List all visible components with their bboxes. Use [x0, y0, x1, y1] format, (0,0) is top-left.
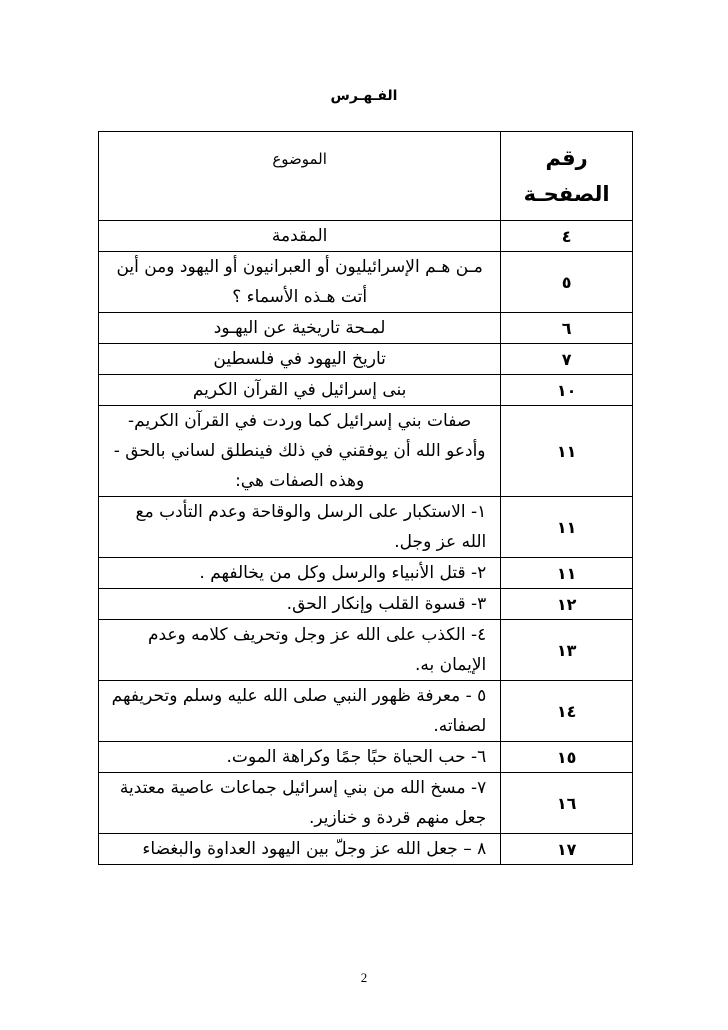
- page-number-cell: ١٧: [501, 834, 633, 865]
- page-number-cell: ٦: [501, 313, 633, 344]
- table-row: [99, 406, 633, 497]
- table-row: [99, 558, 633, 589]
- table-row: [99, 589, 633, 620]
- subject-cell: ٣- قسوة القلب وإنكار الحق.: [99, 589, 501, 620]
- table-row: [99, 742, 633, 773]
- subject-cell: لمـحة تاريخية عن اليهـود: [99, 313, 501, 344]
- subject-cell: ٥ - معرفة ظهور النبي صلى الله عليه وسلم وتحريفهم لصفاته.: [99, 681, 501, 742]
- page-number: 2: [360, 970, 368, 985]
- subject-cell: ٢- قتل الأنبياء والرسل وكل من يخالفهم .: [99, 558, 501, 589]
- table-row: [99, 620, 633, 681]
- subject-cell: ١- الاستكبار على الرسل والوقاحة وعدم التأدب مع الله عز وجل.: [99, 497, 501, 558]
- subject-cell: بنى إسرائيل في القرآن الكريم: [99, 375, 501, 406]
- table-header-row: [99, 132, 633, 221]
- table-row: [99, 221, 633, 252]
- subject-cell: ٨ – جعل الله عز وجلّ بين اليهود العداوة والبغضاء: [99, 834, 501, 865]
- page-number-cell: ١٢: [501, 589, 633, 620]
- table-row: [99, 497, 633, 558]
- subject-cell: تاريخ اليهود في فلسطين: [99, 344, 501, 375]
- subject-column-header: الموضوع: [99, 132, 501, 221]
- page-number-cell: ٥: [501, 252, 633, 313]
- table-row: [99, 375, 633, 406]
- page-number-cell: ١١: [501, 406, 633, 497]
- subject-cell: ٤- الكذب على الله عز وجل وتحريف كلامه وعدم الإيمان به.: [99, 620, 501, 681]
- table-row: [99, 834, 633, 865]
- index-table: [98, 131, 633, 865]
- subject-cell: صفات بني إسرائيل كما وردت في القرآن الكريم- وأدعو الله أن يوفقني في ذلك فينطلق لساني بالحق - وهذه الصفات هي:: [99, 406, 501, 497]
- page-number-cell: ١٠: [501, 375, 633, 406]
- subject-cell: المقدمة: [99, 221, 501, 252]
- page-title: الفـهـرس: [330, 88, 398, 104]
- subject-cell: ٦- حب الحياة حبًا جمًا وكراهة الموت.: [99, 742, 501, 773]
- subject-cell: مـن هـم الإسرائيليون أو العبرانيون أو اليهود ومن أين أتت هـذه الأسماء ؟: [99, 252, 501, 313]
- table-row: [99, 773, 633, 834]
- page-number-cell: ١٣: [501, 620, 633, 681]
- table-row: [99, 252, 633, 313]
- page-number-cell: ١١: [501, 558, 633, 589]
- page-number-cell: ١٦: [501, 773, 633, 834]
- page-number-cell: ٧: [501, 344, 633, 375]
- page-number-cell: ٤: [501, 221, 633, 252]
- subject-cell: ٧- مسخ الله من بني إسرائيل جماعات عاصية معتدية جعل منهم قردة و خنازير.: [99, 773, 501, 834]
- page-column-header: رقم الصفحـة: [501, 132, 633, 221]
- table-row: [99, 344, 633, 375]
- table-row: [99, 681, 633, 742]
- page-number-cell: ١٤: [501, 681, 633, 742]
- page-number-cell: ١٥: [501, 742, 633, 773]
- table-row: [99, 313, 633, 344]
- page-number-cell: ١١: [501, 497, 633, 558]
- index-table-body: [99, 132, 633, 865]
